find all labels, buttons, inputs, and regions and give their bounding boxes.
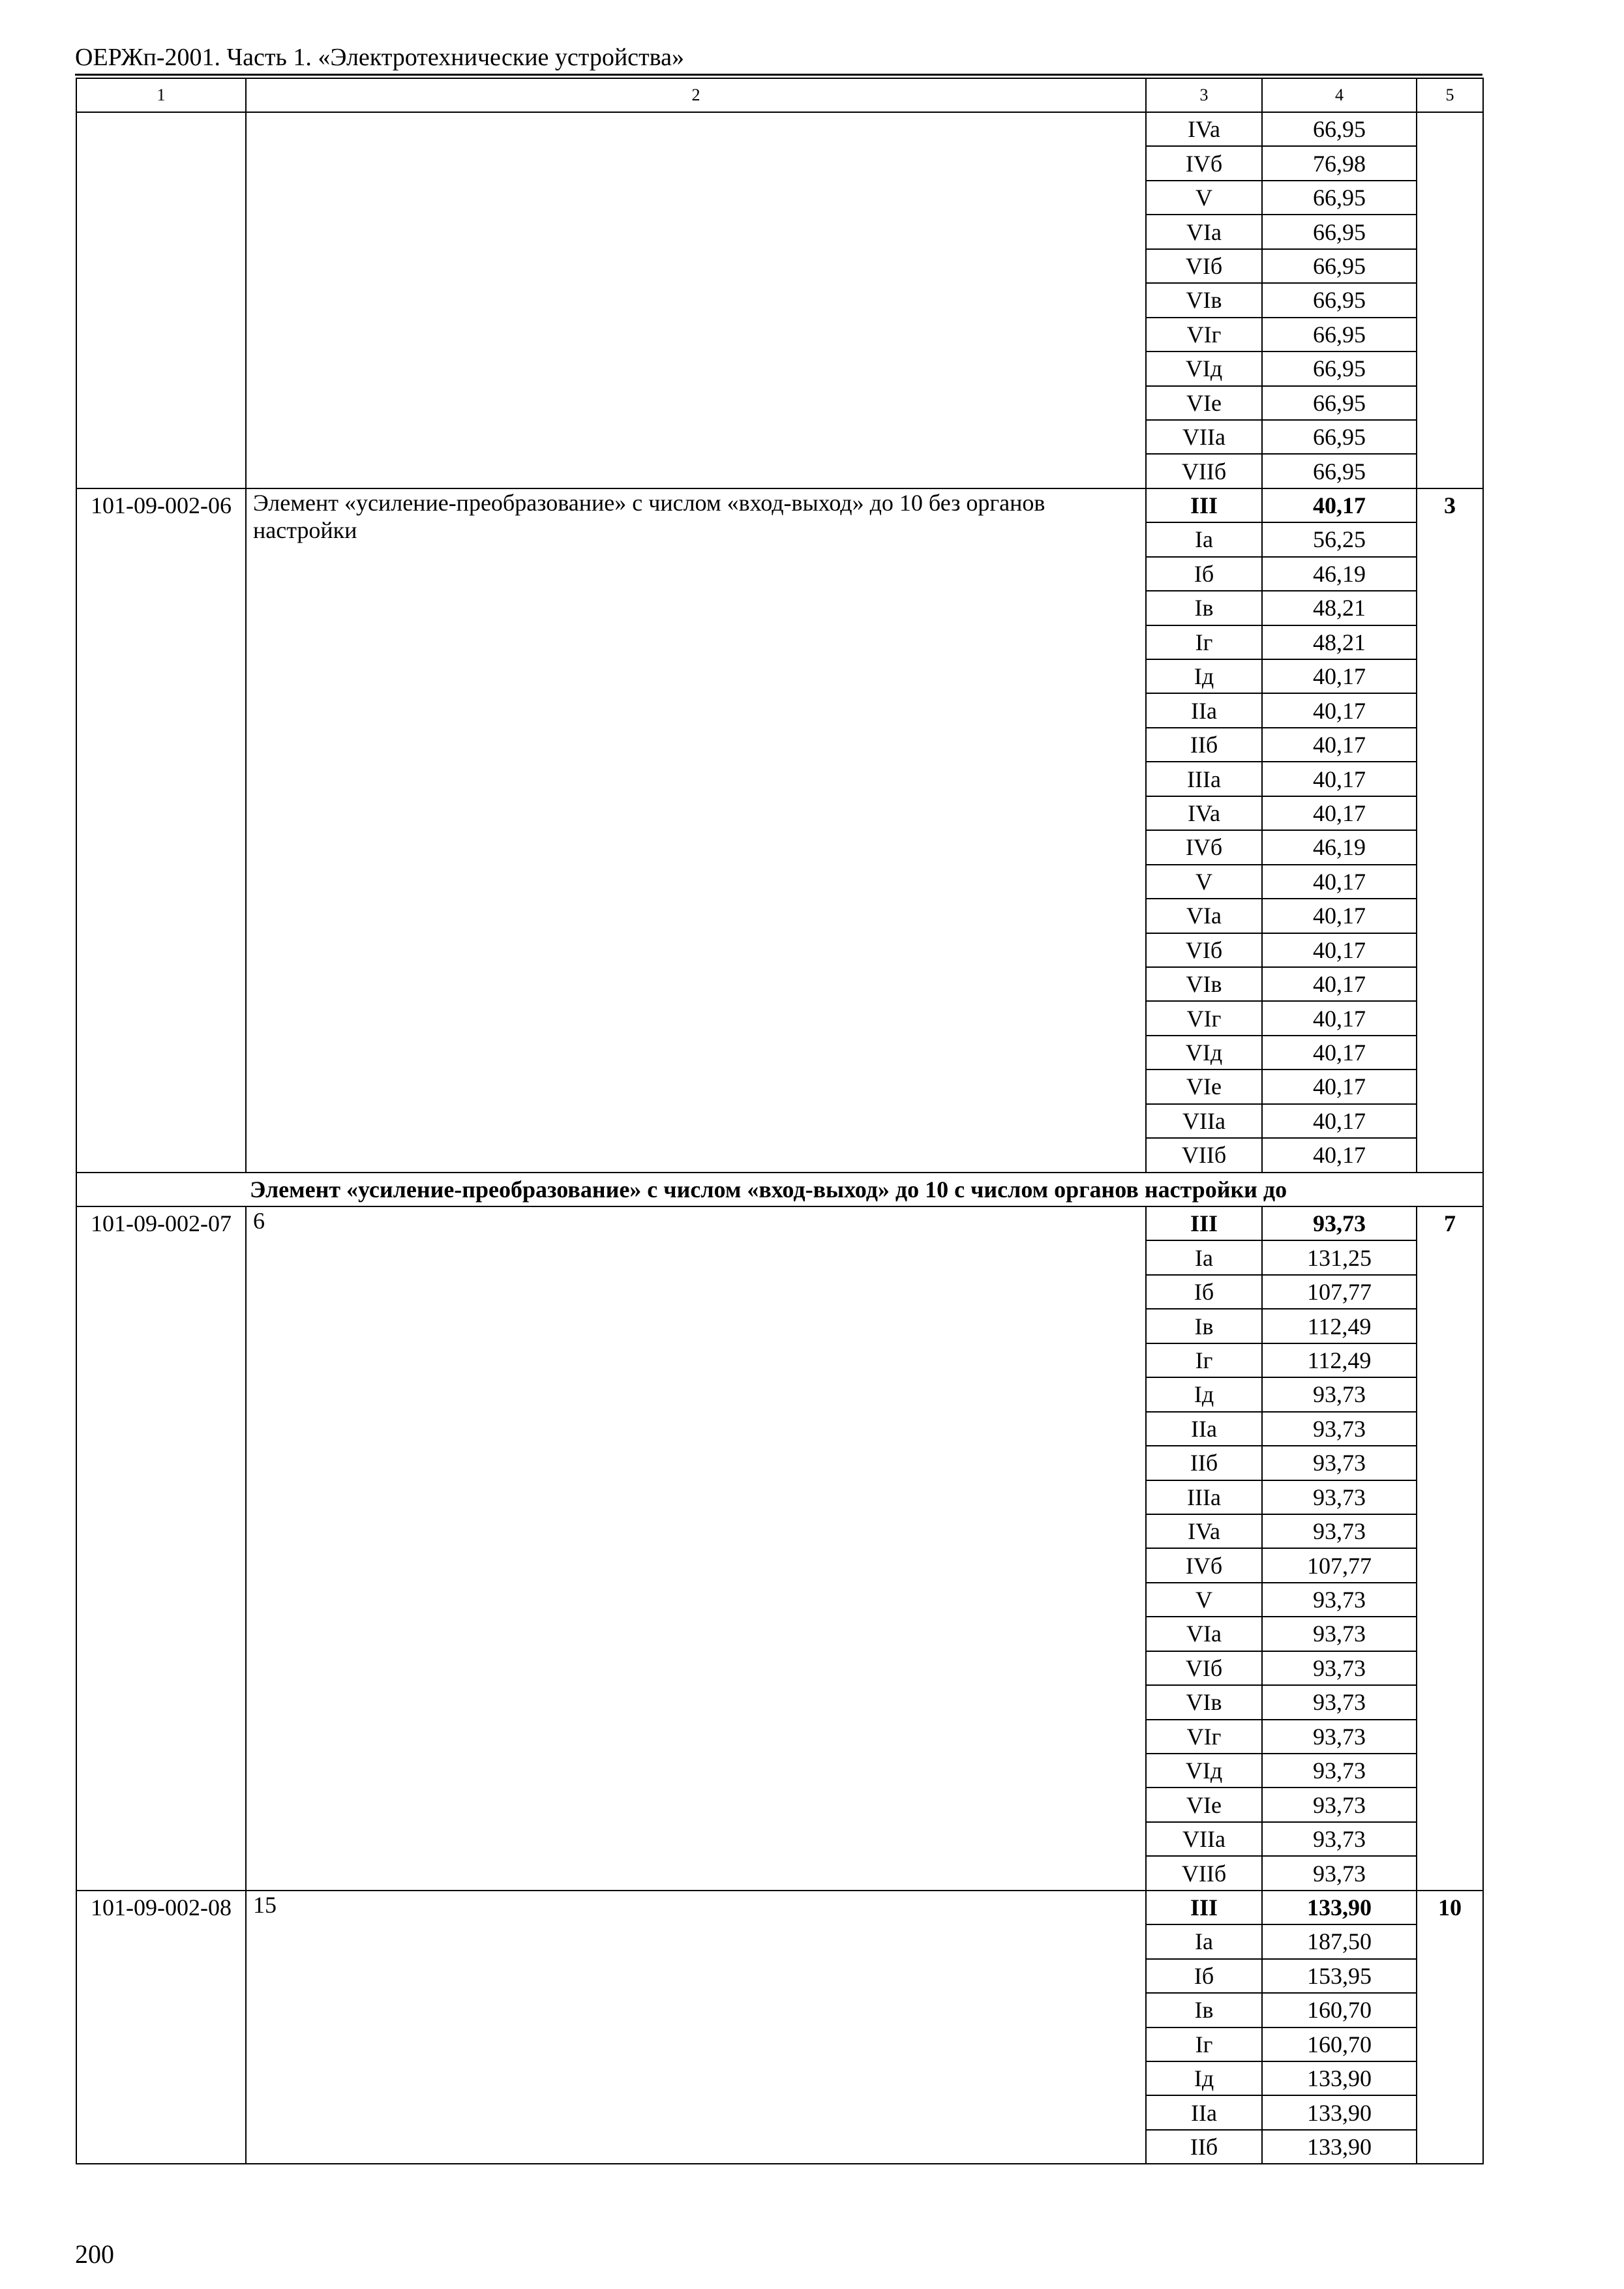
zone-cell: VIв <box>1146 967 1262 1001</box>
value-cell: 93,73 <box>1262 1856 1417 1890</box>
table-row <box>76 488 1483 522</box>
value-cell: 133,90 <box>1262 2130 1417 2164</box>
value-cell: 66,95 <box>1262 454 1417 488</box>
value-cell: 40,17 <box>1262 933 1417 967</box>
column5-cell: 3 <box>1417 488 1483 1173</box>
zone-cell: VIд <box>1146 352 1262 385</box>
zone-cell: Iг <box>1146 1343 1262 1377</box>
column5-cell <box>1417 112 1483 488</box>
zone-cell: IVб <box>1146 1548 1262 1582</box>
column-number-5: 5 <box>1417 78 1483 112</box>
value-cell: 40,17 <box>1262 1138 1417 1172</box>
zone-cell: VIIa <box>1146 1104 1262 1138</box>
value-cell: 160,70 <box>1262 1993 1417 2027</box>
value-cell: 93,73 <box>1262 1720 1417 1754</box>
zone-cell: VIe <box>1146 1070 1262 1103</box>
item-code: 101-09-002-07 <box>76 1206 246 1891</box>
zone-cell: III <box>1146 488 1262 522</box>
value-cell: 40,17 <box>1262 1001 1417 1035</box>
zone-cell: VIб <box>1146 1651 1262 1685</box>
title-rule <box>75 74 1482 76</box>
table-row <box>76 112 1483 146</box>
zone-cell: VIa <box>1146 1617 1262 1651</box>
value-cell: 48,21 <box>1262 591 1417 625</box>
zone-cell: IIa <box>1146 2095 1262 2129</box>
zone-cell: IVa <box>1146 112 1262 146</box>
zone-cell: Iб <box>1146 557 1262 591</box>
zone-cell: VIд <box>1146 1754 1262 1788</box>
zone-cell: IIб <box>1146 728 1262 762</box>
value-cell: 66,95 <box>1262 352 1417 385</box>
value-cell: 107,77 <box>1262 1548 1417 1582</box>
zone-cell: Iд <box>1146 2061 1262 2095</box>
zone-cell: Ia <box>1146 522 1262 556</box>
zone-cell: Iв <box>1146 1309 1262 1343</box>
item-code <box>76 112 246 488</box>
item-code: 101-09-002-06 <box>76 488 246 1173</box>
zone-cell: IVa <box>1146 1514 1262 1548</box>
value-cell: 56,25 <box>1262 522 1417 556</box>
value-cell: 93,73 <box>1262 1514 1417 1548</box>
value-cell: 112,49 <box>1262 1309 1417 1343</box>
column-number-row <box>76 78 1483 112</box>
value-cell: 46,19 <box>1262 557 1417 591</box>
zone-cell: VIб <box>1146 249 1262 283</box>
value-cell: 133,90 <box>1262 2061 1417 2095</box>
zone-cell: IIIa <box>1146 762 1262 796</box>
zone-cell: VIIa <box>1146 1822 1262 1856</box>
zone-cell: VIд <box>1146 1036 1262 1070</box>
rates-table <box>76 78 1484 2164</box>
section-heading-row <box>76 1173 1483 1206</box>
value-cell: 153,95 <box>1262 1959 1417 1993</box>
zone-cell: III <box>1146 1891 1262 1924</box>
zone-cell: Iв <box>1146 1993 1262 2027</box>
column5-cell: 10 <box>1417 1891 1483 2164</box>
item-code: 101-09-002-08 <box>76 1891 246 2164</box>
value-cell: 66,95 <box>1262 112 1417 146</box>
item-description: 6 <box>246 1206 1146 1891</box>
zone-cell: VIe <box>1146 1788 1262 1821</box>
value-cell: 93,73 <box>1262 1583 1417 1617</box>
zone-cell: VIIб <box>1146 1138 1262 1172</box>
zone-cell: IVa <box>1146 796 1262 830</box>
document-title: ОЕРЖп-2001. Часть 1. «Электротехнические устройства» <box>75 44 684 71</box>
value-cell: 40,17 <box>1262 967 1417 1001</box>
value-cell: 187,50 <box>1262 1924 1417 1958</box>
zone-cell: Iг <box>1146 625 1262 659</box>
value-cell: 93,73 <box>1262 1651 1417 1685</box>
zone-cell: Iб <box>1146 1959 1262 1993</box>
column5-cell: 7 <box>1417 1206 1483 1891</box>
zone-cell: VIб <box>1146 933 1262 967</box>
zone-cell: VIг <box>1146 1720 1262 1754</box>
value-cell: 46,19 <box>1262 830 1417 864</box>
zone-cell: VIв <box>1146 283 1262 317</box>
zone-cell: IIa <box>1146 693 1262 727</box>
zone-cell: IVб <box>1146 830 1262 864</box>
value-cell: 112,49 <box>1262 1343 1417 1377</box>
value-cell: 66,95 <box>1262 249 1417 283</box>
value-cell: 40,17 <box>1262 899 1417 933</box>
zone-cell: V <box>1146 181 1262 215</box>
zone-cell: Iв <box>1146 591 1262 625</box>
value-cell: 93,73 <box>1262 1754 1417 1788</box>
value-cell: 93,73 <box>1262 1446 1417 1480</box>
zone-cell: Iд <box>1146 1377 1262 1411</box>
value-cell: 66,95 <box>1262 318 1417 352</box>
value-cell: 66,95 <box>1262 386 1417 420</box>
table-row <box>76 1206 1483 1240</box>
column-number-4: 4 <box>1262 78 1417 112</box>
value-cell: 66,95 <box>1262 283 1417 317</box>
value-cell: 93,73 <box>1262 1788 1417 1821</box>
value-cell: 66,95 <box>1262 420 1417 454</box>
value-cell: 40,17 <box>1262 762 1417 796</box>
value-cell: 40,17 <box>1262 659 1417 693</box>
zone-cell: Iг <box>1146 2027 1262 2061</box>
value-cell: 93,73 <box>1262 1206 1417 1240</box>
zone-cell: Iб <box>1146 1275 1262 1309</box>
value-cell: 40,17 <box>1262 1070 1417 1103</box>
zone-cell: Iд <box>1146 659 1262 693</box>
page-number: 200 <box>75 2239 114 2269</box>
zone-cell: VIв <box>1146 1685 1262 1719</box>
zone-cell: IIб <box>1146 1446 1262 1480</box>
value-cell: 107,77 <box>1262 1275 1417 1309</box>
section-heading: Элемент «усиление-преобразование» с числом «вход-выход» до 10 с числом органов настройки до <box>76 1173 1483 1206</box>
zone-cell: VIIa <box>1146 420 1262 454</box>
value-cell: 40,17 <box>1262 865 1417 899</box>
value-cell: 133,90 <box>1262 1891 1417 1924</box>
value-cell: 40,17 <box>1262 1036 1417 1070</box>
column-number-3: 3 <box>1146 78 1262 112</box>
rates-table-body <box>76 78 1483 2164</box>
value-cell: 40,17 <box>1262 693 1417 727</box>
value-cell: 133,90 <box>1262 2095 1417 2129</box>
value-cell: 40,17 <box>1262 1104 1417 1138</box>
zone-cell: V <box>1146 865 1262 899</box>
value-cell: 66,95 <box>1262 181 1417 215</box>
value-cell: 93,73 <box>1262 1412 1417 1446</box>
value-cell: 93,73 <box>1262 1685 1417 1719</box>
zone-cell: Ia <box>1146 1240 1262 1274</box>
zone-cell: Ia <box>1146 1924 1262 1958</box>
zone-cell: III <box>1146 1206 1262 1240</box>
zone-cell: VIг <box>1146 1001 1262 1035</box>
zone-cell: VIIб <box>1146 454 1262 488</box>
table-row <box>76 1891 1483 1924</box>
zone-cell: VIг <box>1146 318 1262 352</box>
zone-cell: VIa <box>1146 215 1262 248</box>
zone-cell: V <box>1146 1583 1262 1617</box>
value-cell: 66,95 <box>1262 215 1417 248</box>
value-cell: 160,70 <box>1262 2027 1417 2061</box>
value-cell: 93,73 <box>1262 1480 1417 1514</box>
value-cell: 93,73 <box>1262 1822 1417 1856</box>
zone-cell: VIIб <box>1146 1856 1262 1890</box>
value-cell: 40,17 <box>1262 488 1417 522</box>
column-number-2: 2 <box>246 78 1146 112</box>
zone-cell: IIIa <box>1146 1480 1262 1514</box>
value-cell: 48,21 <box>1262 625 1417 659</box>
value-cell: 93,73 <box>1262 1617 1417 1651</box>
item-description: 15 <box>246 1891 1146 2164</box>
zone-cell: IIб <box>1146 2130 1262 2164</box>
value-cell: 40,17 <box>1262 796 1417 830</box>
zone-cell: IIa <box>1146 1412 1262 1446</box>
column-number-1: 1 <box>76 78 246 112</box>
value-cell: 131,25 <box>1262 1240 1417 1274</box>
zone-cell: VIe <box>1146 386 1262 420</box>
value-cell: 93,73 <box>1262 1377 1417 1411</box>
zone-cell: IVб <box>1146 146 1262 180</box>
value-cell: 76,98 <box>1262 146 1417 180</box>
value-cell: 40,17 <box>1262 728 1417 762</box>
item-description: Элемент «усиление-преобразование» с числом «вход-выход» до 10 без органов настройки <box>246 488 1146 1173</box>
item-description <box>246 112 1146 488</box>
zone-cell: VIa <box>1146 899 1262 933</box>
